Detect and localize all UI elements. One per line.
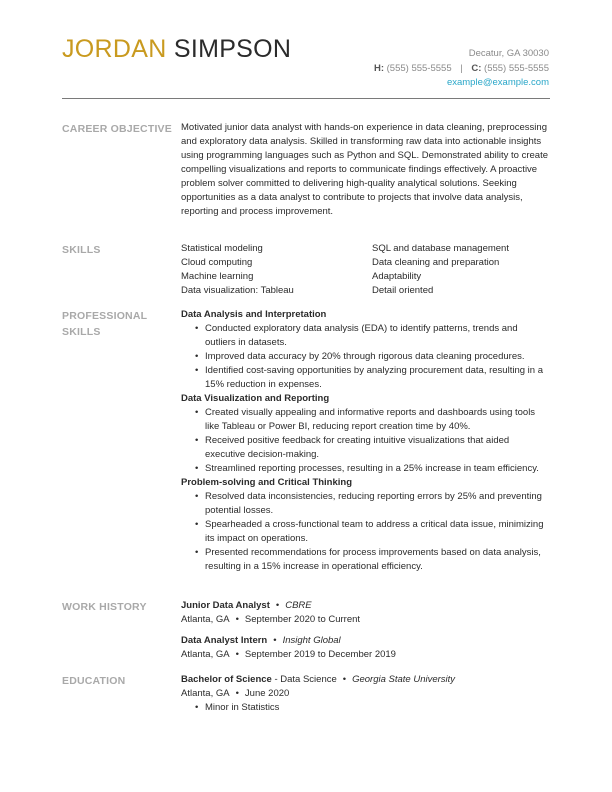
email-link[interactable]: example@example.com	[446, 77, 549, 88]
skill-item: Data cleaning and preparation	[372, 257, 500, 268]
skill-group	[181, 392, 550, 476]
separator-dot: •	[273, 635, 277, 646]
skill-item: Detail oriented	[372, 285, 434, 296]
job-location: Atlanta, GA	[181, 649, 230, 660]
school-location: Atlanta, GA	[181, 688, 230, 699]
job-title: Data Analyst Intern	[181, 635, 268, 646]
company-name: Insight Global	[282, 635, 341, 646]
location: Decatur, GA 30030	[468, 48, 549, 59]
cell-phone-label: C:	[471, 62, 482, 74]
section-title-line: PROFESSIONAL	[62, 310, 148, 322]
skills-grid	[181, 242, 550, 298]
cell-phone: (555) 555-5555	[484, 62, 549, 74]
graduation-date: June 2020	[244, 688, 290, 699]
phone-separator: |	[460, 62, 463, 74]
job-dates: September 2020 to Current	[244, 614, 361, 625]
bullet-item: • Minor in Statistics	[205, 701, 550, 715]
bullet-item: • Resolved data inconsistencies, reducing reporting errors by 25% and preventing potential losses.	[205, 490, 550, 518]
contact-block	[374, 47, 549, 91]
section-title: WORK HISTORY	[62, 601, 147, 613]
skill-item: SQL and database management	[372, 243, 509, 254]
skill-group-heading: Data Visualization and Reporting	[181, 393, 330, 404]
school-name: Georgia State University	[352, 674, 456, 685]
section-title: EDUCATION	[62, 675, 126, 687]
bullet-item: • Identified cost-saving opportunities by analyzing procurement data, resulting in a 15% reduction in expenses.	[205, 364, 550, 392]
skill-group	[181, 476, 550, 574]
skill-item: Machine learning	[181, 271, 254, 282]
section-title-line: SKILLS	[62, 326, 101, 338]
section-title: CAREER OBJECTIVE	[62, 123, 172, 135]
degree-field: - Data Science	[274, 674, 337, 685]
objective-text: Motivated junior data analyst with hands-on experience in data cleaning, preprocessing and exploratory data analysis. Skilled in transforming raw data into actionable insights using programming languages such as Python and SQL. Demonstrated ability to create compelling visualizations and reports to communicate findings effectively. A proactive problem solver committed to delivering high-quality analytical solutions. Seeking opportunities as a data analyst to contribute to projects that involve data analysis, reporting and process improvement.	[181, 122, 549, 217]
separator-dot: •	[235, 688, 239, 699]
bullet-item: • Created visually appealing and informative reports and dashboards using tools like Tableau or Power BI, reducing report creation time by 40%.	[205, 406, 550, 434]
separator-dot: •	[342, 674, 347, 685]
bullet-item: • Presented recommendations for process improvements based on data analysis, resulting in a 15% increase in operational efficiency.	[205, 546, 550, 574]
home-phone-label: H:	[373, 62, 384, 74]
skill-group	[181, 308, 550, 392]
skill-item: Cloud computing	[181, 257, 253, 268]
job-title: Junior Data Analyst	[181, 600, 270, 611]
skill-item: Statistical modeling	[181, 243, 263, 254]
job-location: Atlanta, GA	[181, 614, 230, 625]
last-name: SIMPSON	[173, 35, 292, 63]
separator-dot: •	[235, 649, 239, 660]
skill-group-heading: Problem-solving and Critical Thinking	[181, 477, 353, 488]
job-entry	[181, 634, 550, 662]
bullet-item: • Improved data accuracy by 20% through rigorous data cleaning procedures.	[205, 350, 550, 364]
candidate-name	[62, 34, 291, 64]
bullet-item: • Received positive feedback for creating intuitive visualizations that aided executive decision-making.	[205, 434, 550, 462]
skill-group-heading: Data Analysis and Interpretation	[181, 309, 327, 320]
company-name: CBRE	[285, 600, 312, 611]
separator-dot: •	[275, 600, 280, 611]
header-divider	[62, 98, 550, 99]
bullet-item: • Streamlined reporting processes, resulting in a 25% increase in team efficiency.	[205, 462, 550, 476]
home-phone: (555) 555-5555	[386, 62, 452, 74]
job-entry	[181, 599, 550, 627]
job-dates: September 2019 to December 2019	[244, 649, 396, 660]
skill-item: Data visualization: Tableau	[181, 285, 294, 296]
section-title: SKILLS	[62, 244, 101, 256]
bullet-item: • Spearheaded a cross-functional team to address a critical data issue, minimizing its impact on operations.	[205, 518, 550, 546]
first-name: JORDAN	[62, 35, 167, 63]
phone-line	[374, 62, 549, 77]
separator-dot: •	[235, 614, 239, 625]
bullet-item: • Conducted exploratory data analysis (EDA) to identify patterns, trends and outliers in datasets.	[205, 322, 550, 350]
degree: Bachelor of Science	[181, 674, 272, 685]
section-title	[62, 308, 174, 340]
skill-item: Adaptability	[372, 271, 422, 282]
